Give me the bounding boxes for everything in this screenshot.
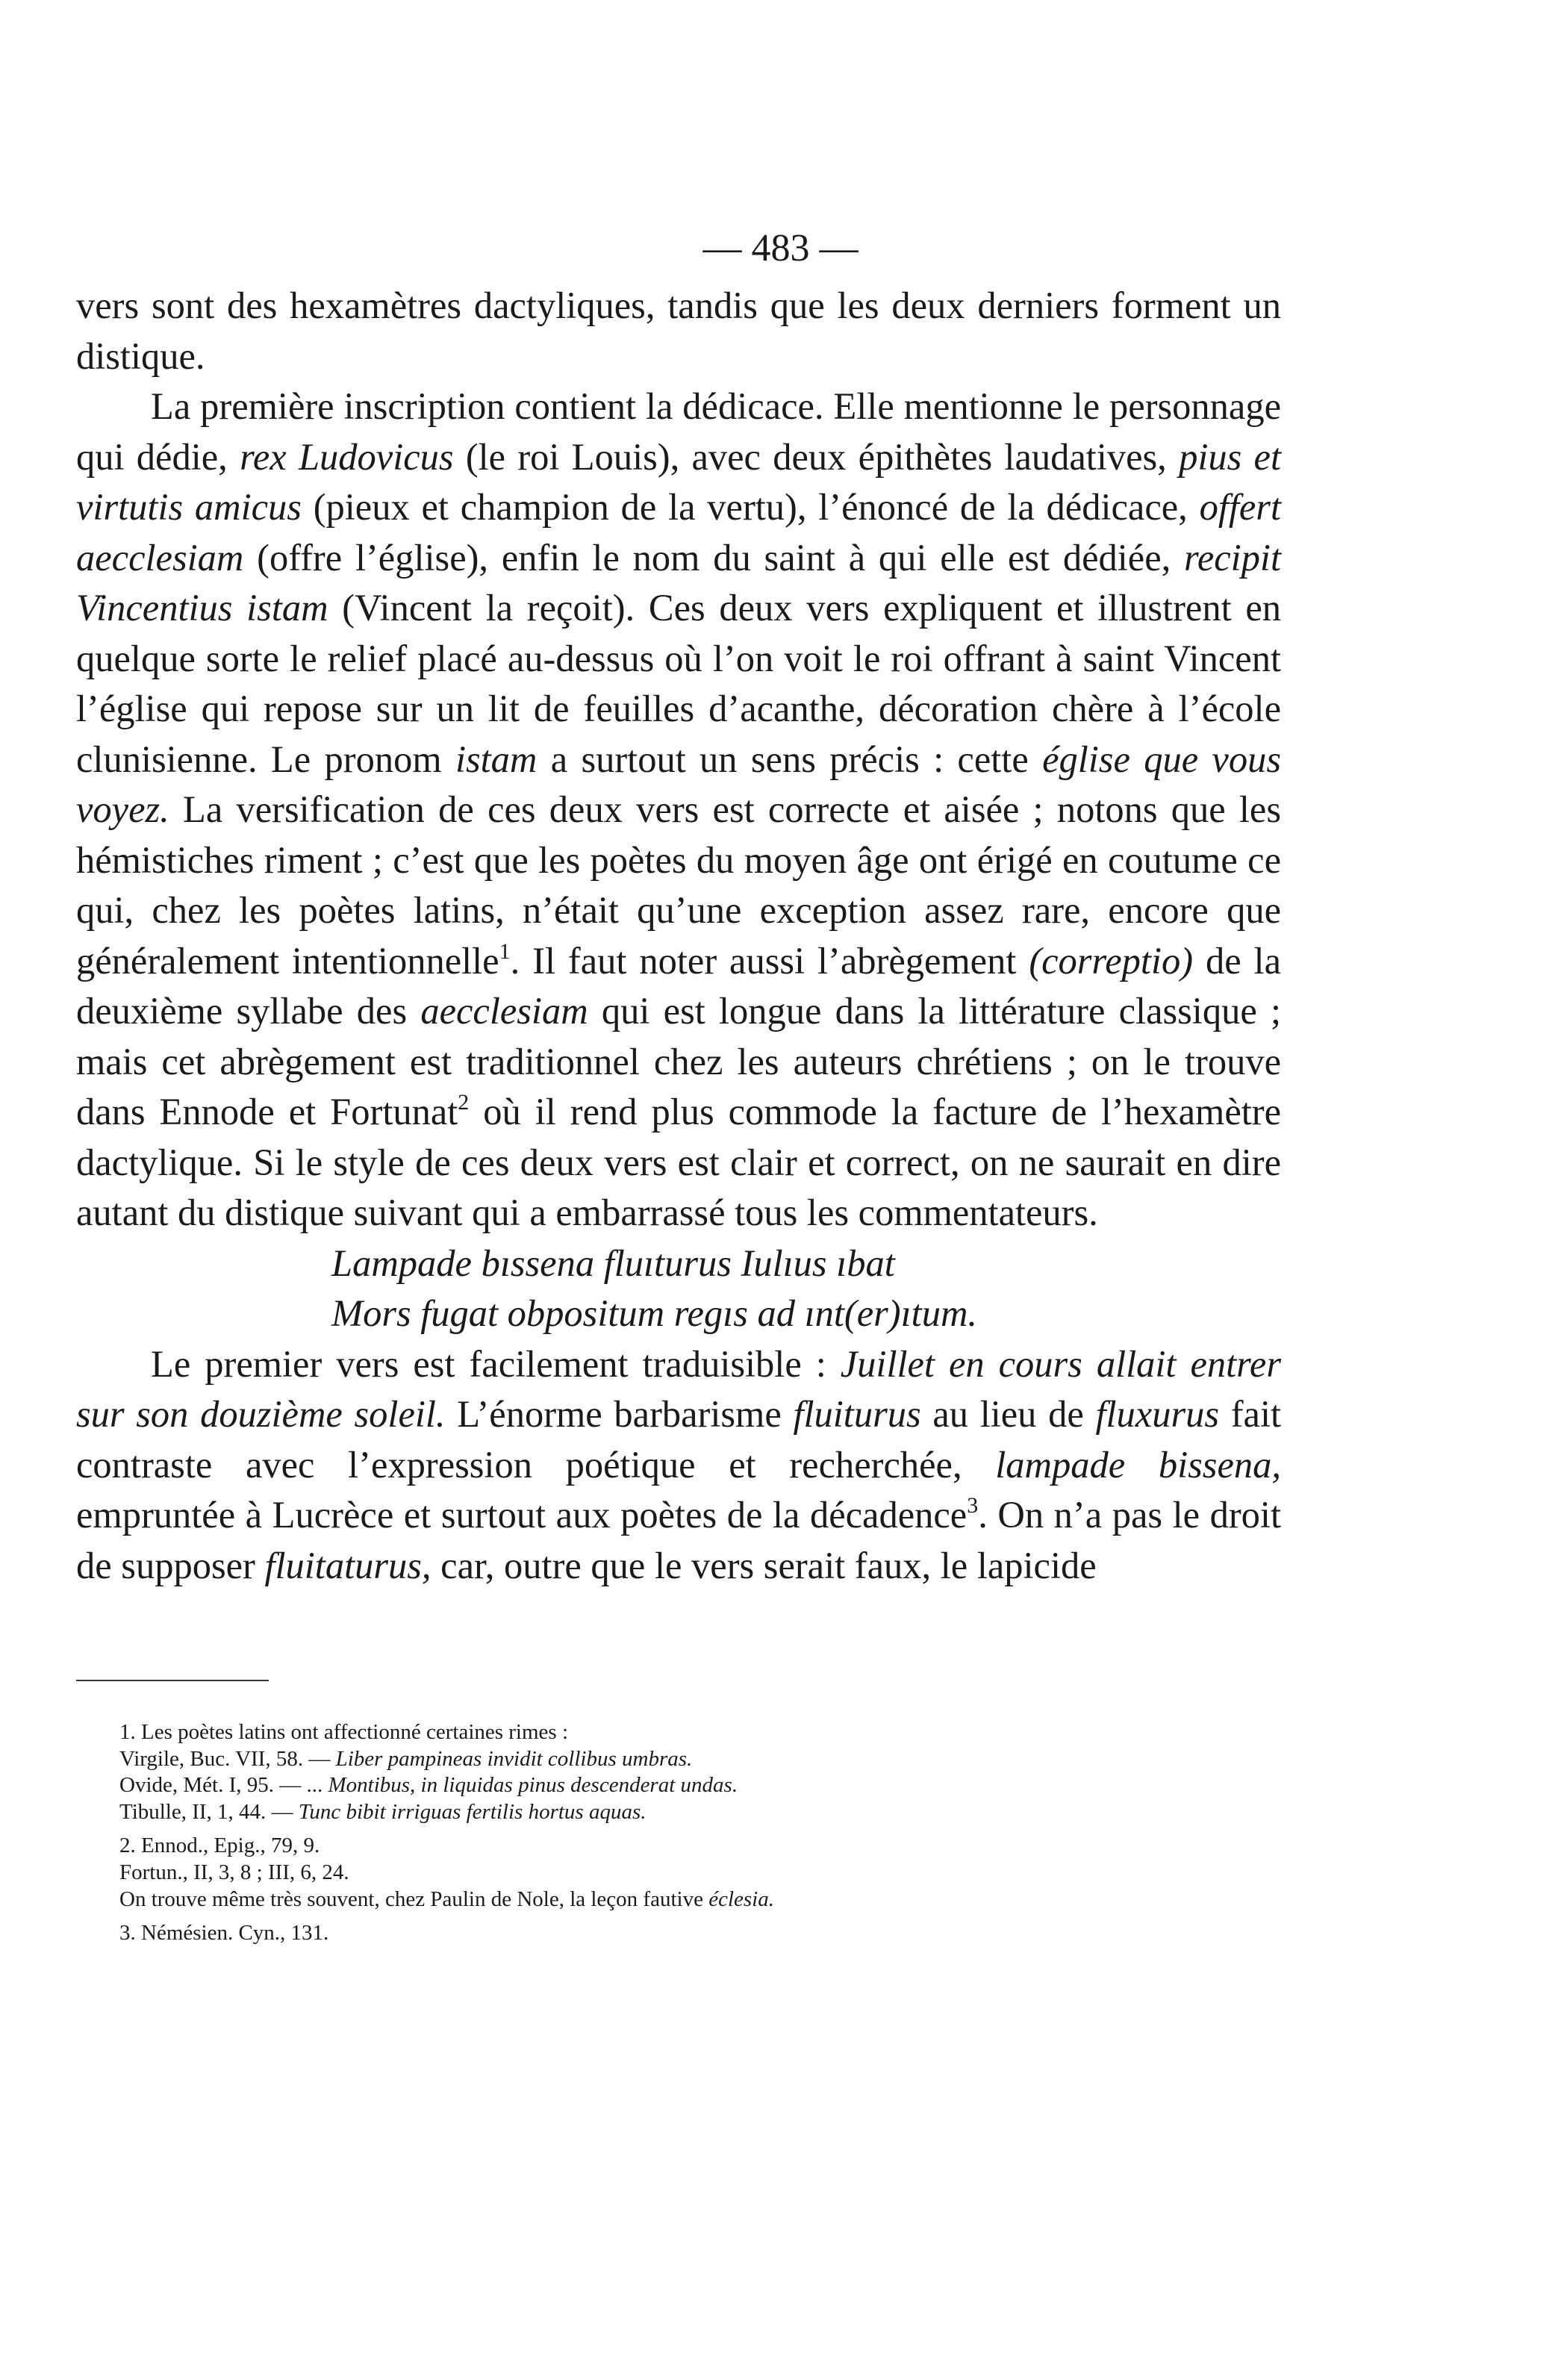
footnote-ref-3[interactable]: 3 — [967, 1493, 979, 1518]
text-span: a surtout un sens précis : cette — [537, 738, 1043, 780]
text-span: (offre l’église), enfin le nom du saint à qui elle est dédiée, — [243, 536, 1185, 579]
footnote-ref-2[interactable]: 2 — [458, 1090, 470, 1115]
latin-phrase: fluitaturus, — [264, 1544, 431, 1586]
latin-phrase: fluiturus — [793, 1393, 921, 1435]
text-span: car, outre que le vers serait faux, le lapicide — [431, 1544, 1097, 1586]
citation-ref: Ovide, Mét. I, 95. — ... — [119, 1773, 328, 1798]
latin-phrase: recipit Vincentius istam — [76, 536, 1281, 629]
latin-phrase: istam — [455, 738, 538, 780]
text-span: vers sont des hexamètres dactyliques, tandis que les deux derniers forment un distique. — [76, 284, 1281, 377]
paragraph-dedication — [76, 381, 1281, 1239]
latin-phrase: aecclesiam — [420, 990, 588, 1032]
footnote-2-line — [119, 1887, 1239, 1913]
text-span: La versification de ces deux vers est correcte et aisée ; notons que les hémistiches riment ; c’est que les poètes du moyen âge ont érigé en coutume ce qui, chez les poètes latins, n’était qu’une exception assez rare, encore que généralement intentionnelle — [76, 788, 1281, 982]
text-span: au lieu de — [920, 1393, 1096, 1435]
text-span: Le premier vers est facilement traduisible : — [151, 1342, 841, 1385]
verse-line-1: Lampade bıssena fluıturus Iulıus ıbat — [331, 1242, 895, 1284]
citation-ref: Tibulle, II, 1, 44. — — [119, 1799, 299, 1824]
text-span: empruntée à Lucrèce et surtout aux poètes de la décadence — [76, 1494, 968, 1536]
text-span: . Il faut noter aussi l’abrègement — [510, 939, 1029, 982]
footnote-ref-1[interactable]: 1 — [499, 938, 511, 964]
footnote-2-line: 2. Ennod., Epig., 79, 9. — [119, 1834, 320, 1858]
page-number: — 483 — — [702, 227, 859, 270]
text-span: (Vincent la reçoit). Ces deux vers expliquent et illustrent en quelque sorte le relief placé au-dessus où l’on voit le roi offrant à saint Vincent l’église qui repose sur un lit de feuilles d’acanthe, décoration chère à l’école clunisienne. Le pronom — [76, 587, 1282, 780]
text-span: de la deuxième syllabe des — [76, 939, 1282, 1032]
verse-line-2: Mors fugat obpositum regıs ad ınt(er)ıtum. — [331, 1292, 978, 1334]
latin-phrase: (correptio) — [1029, 939, 1194, 982]
latin-phrase: rex Ludovicus — [240, 435, 454, 478]
footnote-3: 3. Némésien. Cyn., 131. — [119, 1921, 329, 1946]
text-span: qui est longue dans la littérature classique ; mais cet abrègement est traditionnel chez les auteurs chrétiens ; on le trouve dans Ennode et Fortunat — [76, 990, 1281, 1133]
footnote-1-line — [119, 1746, 1239, 1773]
text-span: (pieux et champion de la vertu), l’énoncé de la dédicace, — [301, 486, 1200, 528]
text-span: L’énorme barbarisme — [445, 1393, 794, 1435]
text-span: fait contraste avec l’expression poétique et recherchée, — [76, 1393, 1282, 1486]
text-span: La première inscription contient la dédicace. Elle mentionne le personnage qui dédie, — [76, 385, 1281, 478]
emphasis-phrase: Juillet en cours allait entrer sur son douzième soleil. — [76, 1342, 1281, 1435]
latin-phrase: pius et virtutis amicus — [76, 435, 1281, 528]
text-span: (le roi Louis), avec deux épithètes laudatives, — [453, 435, 1180, 478]
paragraph-translation — [76, 1339, 1281, 1592]
footnote-2-line: Fortun., II, 3, 8 ; III, 6, 24. — [119, 1860, 349, 1884]
paragraph-continuation — [76, 281, 1281, 381]
citation-quote: Montibus, in liquidas pinus descenderat undas. — [328, 1773, 738, 1798]
text-span: . On n’a pas le droit de supposer — [76, 1494, 1281, 1586]
emphasis-phrase: église que vous voyez. — [76, 738, 1282, 830]
main-text — [76, 281, 1281, 1591]
latin-phrase: offert aecclesiam — [76, 486, 1281, 579]
latin-word: éclesia. — [708, 1887, 774, 1911]
citation-quote: Liber pampineas invidit collibus umbras. — [335, 1746, 693, 1771]
footnote-1-intro: 1. Les poètes latins ont affectionné certaines rimes : — [119, 1720, 569, 1744]
citation-ref: Virgile, Buc. VII, 58. — — [119, 1746, 336, 1771]
latin-phrase: fluxurus — [1095, 1393, 1220, 1435]
footnote-separator — [76, 1680, 269, 1681]
footnotes — [119, 1719, 1239, 1947]
footnote-1-line — [119, 1799, 1239, 1826]
text-span: On trouve même très souvent, chez Paulin de Nole, la leçon fautive — [119, 1887, 709, 1911]
text-span: où il rend plus commode la facture de l’hexamètre dactylique. Si le style de ces deux vers est clair et correct, on ne saurait en dire autant du distique suivant qui a embarrassé tous les commentateurs. — [76, 1091, 1281, 1233]
latin-phrase: lampade bissena, — [995, 1443, 1281, 1486]
footnote-1-line — [119, 1772, 1239, 1799]
citation-quote: Tunc bibit irriguas fertilis hortus aquas. — [298, 1799, 646, 1824]
